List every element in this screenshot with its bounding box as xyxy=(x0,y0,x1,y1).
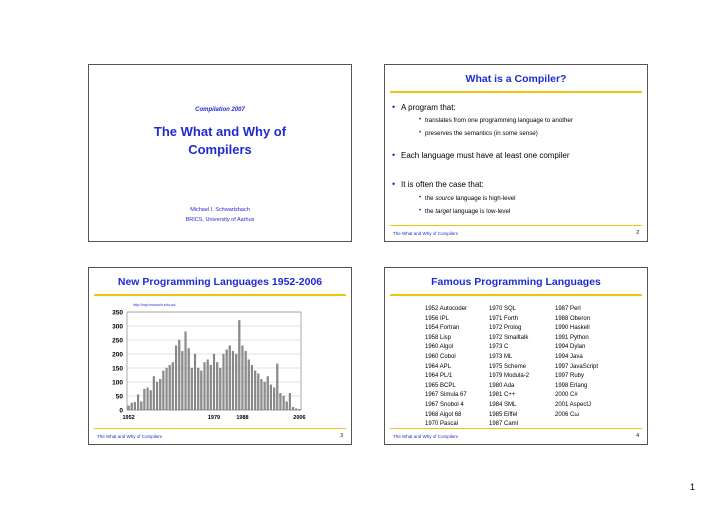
bar-1981 xyxy=(219,368,221,410)
bar-1999 xyxy=(276,364,278,410)
y-tick-label: 150 xyxy=(112,365,123,373)
x-tick-label: 1952 xyxy=(122,415,135,421)
bar-2005 xyxy=(295,409,297,410)
language-col2-3: 1972 Smalltalk xyxy=(489,334,529,341)
bar-1955 xyxy=(137,395,139,410)
bar-1975 xyxy=(200,371,202,410)
bar-1978 xyxy=(210,365,212,410)
bar-1968 xyxy=(178,340,180,410)
slide-2-title: What is a Compiler? xyxy=(465,73,567,85)
bar-1984 xyxy=(229,346,231,410)
bar-1992 xyxy=(254,371,256,410)
bar-2006 xyxy=(298,409,300,410)
slide-3-title-rule xyxy=(94,294,346,296)
page-number: 1 xyxy=(690,482,696,492)
bar-1974 xyxy=(197,368,199,410)
sub-3b-pre: the xyxy=(425,208,436,215)
bar-1985 xyxy=(232,351,234,410)
slide-1-title-line2: Compilers xyxy=(188,142,252,157)
bar-1970 xyxy=(185,332,187,410)
y-tick-label: 50 xyxy=(115,393,123,401)
y-tick-label: 250 xyxy=(112,337,123,345)
slide-4-title-rule xyxy=(390,294,642,296)
language-col2-9: 1981 C++ xyxy=(489,392,516,399)
language-col2-2: 1972 Prolog xyxy=(489,325,522,332)
bar-2004 xyxy=(292,407,294,410)
language-col2-6: 1975 Scheme xyxy=(489,363,527,370)
bar-1967 xyxy=(175,346,177,410)
y-tick-label: 0 xyxy=(119,407,123,415)
slide-4-title: Famous Programming Languages xyxy=(431,276,601,288)
slide-3-page: 3 xyxy=(340,433,343,439)
language-col2-1: 1971 Forth xyxy=(489,315,519,322)
bar-1995 xyxy=(264,382,266,410)
language-col1-10: 1967 Snobol 4 xyxy=(425,402,464,408)
slide-1-title-line1: The What and Why of xyxy=(153,124,287,139)
y-tick-label: 200 xyxy=(112,351,123,359)
bar-1980 xyxy=(216,362,218,410)
bar-2001 xyxy=(283,396,285,410)
slide-2 xyxy=(384,64,648,242)
bar-1982 xyxy=(223,354,225,410)
sub-3a-pre: the xyxy=(425,195,436,202)
slide-4-page: 4 xyxy=(636,433,639,439)
language-col1-1: 1956 IPL xyxy=(425,315,450,322)
bar-1962 xyxy=(159,379,161,410)
language-col3-0: 1987 Perl xyxy=(555,306,581,312)
language-col2-5: 1973 ML xyxy=(489,354,513,360)
language-col2-8: 1980 Ada xyxy=(489,382,515,389)
bar-1993 xyxy=(257,374,259,410)
language-col3-3: 1991 Python xyxy=(555,334,589,341)
sub-3b-word: target xyxy=(435,208,452,215)
slide-2-bullet-2: • Each language must have at least one compiler xyxy=(401,151,570,160)
bar-1976 xyxy=(204,362,206,410)
language-col1-4: 1960 Algol xyxy=(425,344,454,351)
slide-2-sub-3a xyxy=(425,195,515,202)
slide-3-footer xyxy=(89,428,351,444)
language-col2-11: 1985 Eiffel xyxy=(489,411,518,418)
y-tick-label: 300 xyxy=(112,323,123,331)
language-col1-12: 1970 Pascal xyxy=(425,421,459,428)
language-col1-11: 1968 Algol 68 xyxy=(425,411,462,418)
bar-1997 xyxy=(270,385,272,410)
language-col3-8: 1998 Erlang xyxy=(555,382,588,389)
bar-1977 xyxy=(207,360,209,410)
bar-2000 xyxy=(279,393,281,410)
slide-4-footer-text: The What and Why of Compilers xyxy=(393,434,459,439)
bar-1972 xyxy=(191,368,193,410)
x-tick-label: 2006 xyxy=(293,415,306,421)
language-col3-6: 1997 JavaScript xyxy=(555,363,599,370)
slide-4 xyxy=(384,267,648,445)
x-tick-label: 1988 xyxy=(236,415,249,421)
bar-1987 xyxy=(238,320,240,410)
slide-2-title-rule xyxy=(390,91,642,93)
language-col1-9: 1967 Simula 67 xyxy=(425,392,467,399)
bar-1996 xyxy=(267,376,269,410)
chart-y-ticks xyxy=(112,310,123,415)
slide-2-sub-1b: • preserves the semantics (in some sense) xyxy=(425,130,538,137)
bar-1979 xyxy=(213,354,215,410)
language-col2-12: 1987 Caml xyxy=(489,421,519,428)
language-col1-7: 1964 PL/1 xyxy=(425,373,453,380)
slide-2-bullet-1: • A program that: xyxy=(401,103,456,112)
bar-1956 xyxy=(140,402,142,410)
bar-1983 xyxy=(226,350,228,410)
bar-1991 xyxy=(251,365,253,410)
slide-2-footer-rule xyxy=(390,225,642,226)
language-col3-1: 1988 Oberon xyxy=(555,315,591,322)
bar-1954 xyxy=(134,402,136,410)
language-col3-7: 1997 Ruby xyxy=(555,373,585,380)
sub-3a-word: source xyxy=(435,195,454,202)
slide-2-footer xyxy=(385,225,647,241)
languages-chart xyxy=(89,298,351,438)
slide-2-sub-1a: • translates from one programming language to another xyxy=(425,117,573,124)
language-col1-2: 1954 Fortran xyxy=(425,325,460,332)
sub-3b-post: language is low-level xyxy=(451,208,511,215)
y-tick-label: 350 xyxy=(112,309,123,317)
bar-2003 xyxy=(289,393,291,410)
language-col1-0: 1952 Autocoder xyxy=(425,306,468,312)
bar-1966 xyxy=(172,362,174,410)
slide-3 xyxy=(88,267,352,445)
slide-3-title: New Programming Languages 1952-2006 xyxy=(117,276,323,288)
x-tick-label: 1979 xyxy=(207,415,221,421)
slide-1-author: Michael I. Schwartzbach xyxy=(190,207,250,213)
language-col3-11: 2006 Cω xyxy=(555,411,580,418)
bar-1957 xyxy=(143,389,145,410)
slide-2-sub-3b xyxy=(425,208,510,215)
bar-1958 xyxy=(147,388,149,410)
language-col1-3: 1958 Lisp xyxy=(425,334,452,341)
bar-1986 xyxy=(235,354,237,410)
y-tick-label: 100 xyxy=(112,379,123,387)
slide-2-page: 2 xyxy=(636,230,639,236)
slide-4-footer-rule xyxy=(390,428,642,429)
chart-url: http://hopl.murdoch.edu.au/ xyxy=(133,303,176,307)
bar-1959 xyxy=(150,390,152,410)
slide-3-footer-rule xyxy=(94,428,346,429)
slide-1 xyxy=(88,64,352,242)
slide-2-footer-text: The What and Why of Compilers xyxy=(393,231,459,236)
slide-1-title xyxy=(89,123,351,159)
bar-1952 xyxy=(128,406,130,410)
language-col2-0: 1970 SQL xyxy=(489,306,517,312)
slide-1-org: BRICS, University of Aarhus xyxy=(185,217,255,223)
language-col2-10: 1984 SML xyxy=(489,402,517,408)
language-col3-9: 2000 C# xyxy=(555,392,578,399)
bar-2002 xyxy=(286,402,288,410)
bar-1969 xyxy=(181,351,183,410)
language-col2-4: 1973 C xyxy=(489,344,509,351)
bar-1988 xyxy=(242,346,244,410)
language-col3-4: 1994 Dylan xyxy=(555,344,586,351)
bar-1963 xyxy=(162,371,164,410)
slide-1-subtitle: Compilation 2007 xyxy=(195,107,245,113)
slide-4-footer xyxy=(385,428,647,444)
bar-1998 xyxy=(273,388,275,410)
slide-2-bullet-3: • It is often the case that: xyxy=(401,180,484,189)
slide-3-footer-text: The What and Why of Compilers xyxy=(97,434,163,439)
bar-1961 xyxy=(156,382,158,410)
bar-1965 xyxy=(169,365,171,410)
bar-1964 xyxy=(166,368,168,410)
bar-1994 xyxy=(261,379,263,410)
bar-1960 xyxy=(153,376,155,410)
language-col1-5: 1960 Cobol xyxy=(425,354,456,360)
language-col1-8: 1965 BCPL xyxy=(425,382,456,389)
bar-1990 xyxy=(248,360,250,410)
bar-1973 xyxy=(194,354,196,410)
language-col3-2: 1990 Haskell xyxy=(555,325,590,332)
bar-1971 xyxy=(188,348,190,410)
language-col3-5: 1994 Java xyxy=(555,354,583,360)
bar-1989 xyxy=(245,351,247,410)
language-col2-7: 1979 Modula-2 xyxy=(489,373,530,380)
language-col3-10: 2001 AspectJ xyxy=(555,402,592,408)
bar-1953 xyxy=(131,403,133,410)
language-col1-6: 1964 APL xyxy=(425,363,452,370)
sub-3a-post: language is high-level xyxy=(453,195,516,202)
chart-x-ticks xyxy=(122,415,305,421)
